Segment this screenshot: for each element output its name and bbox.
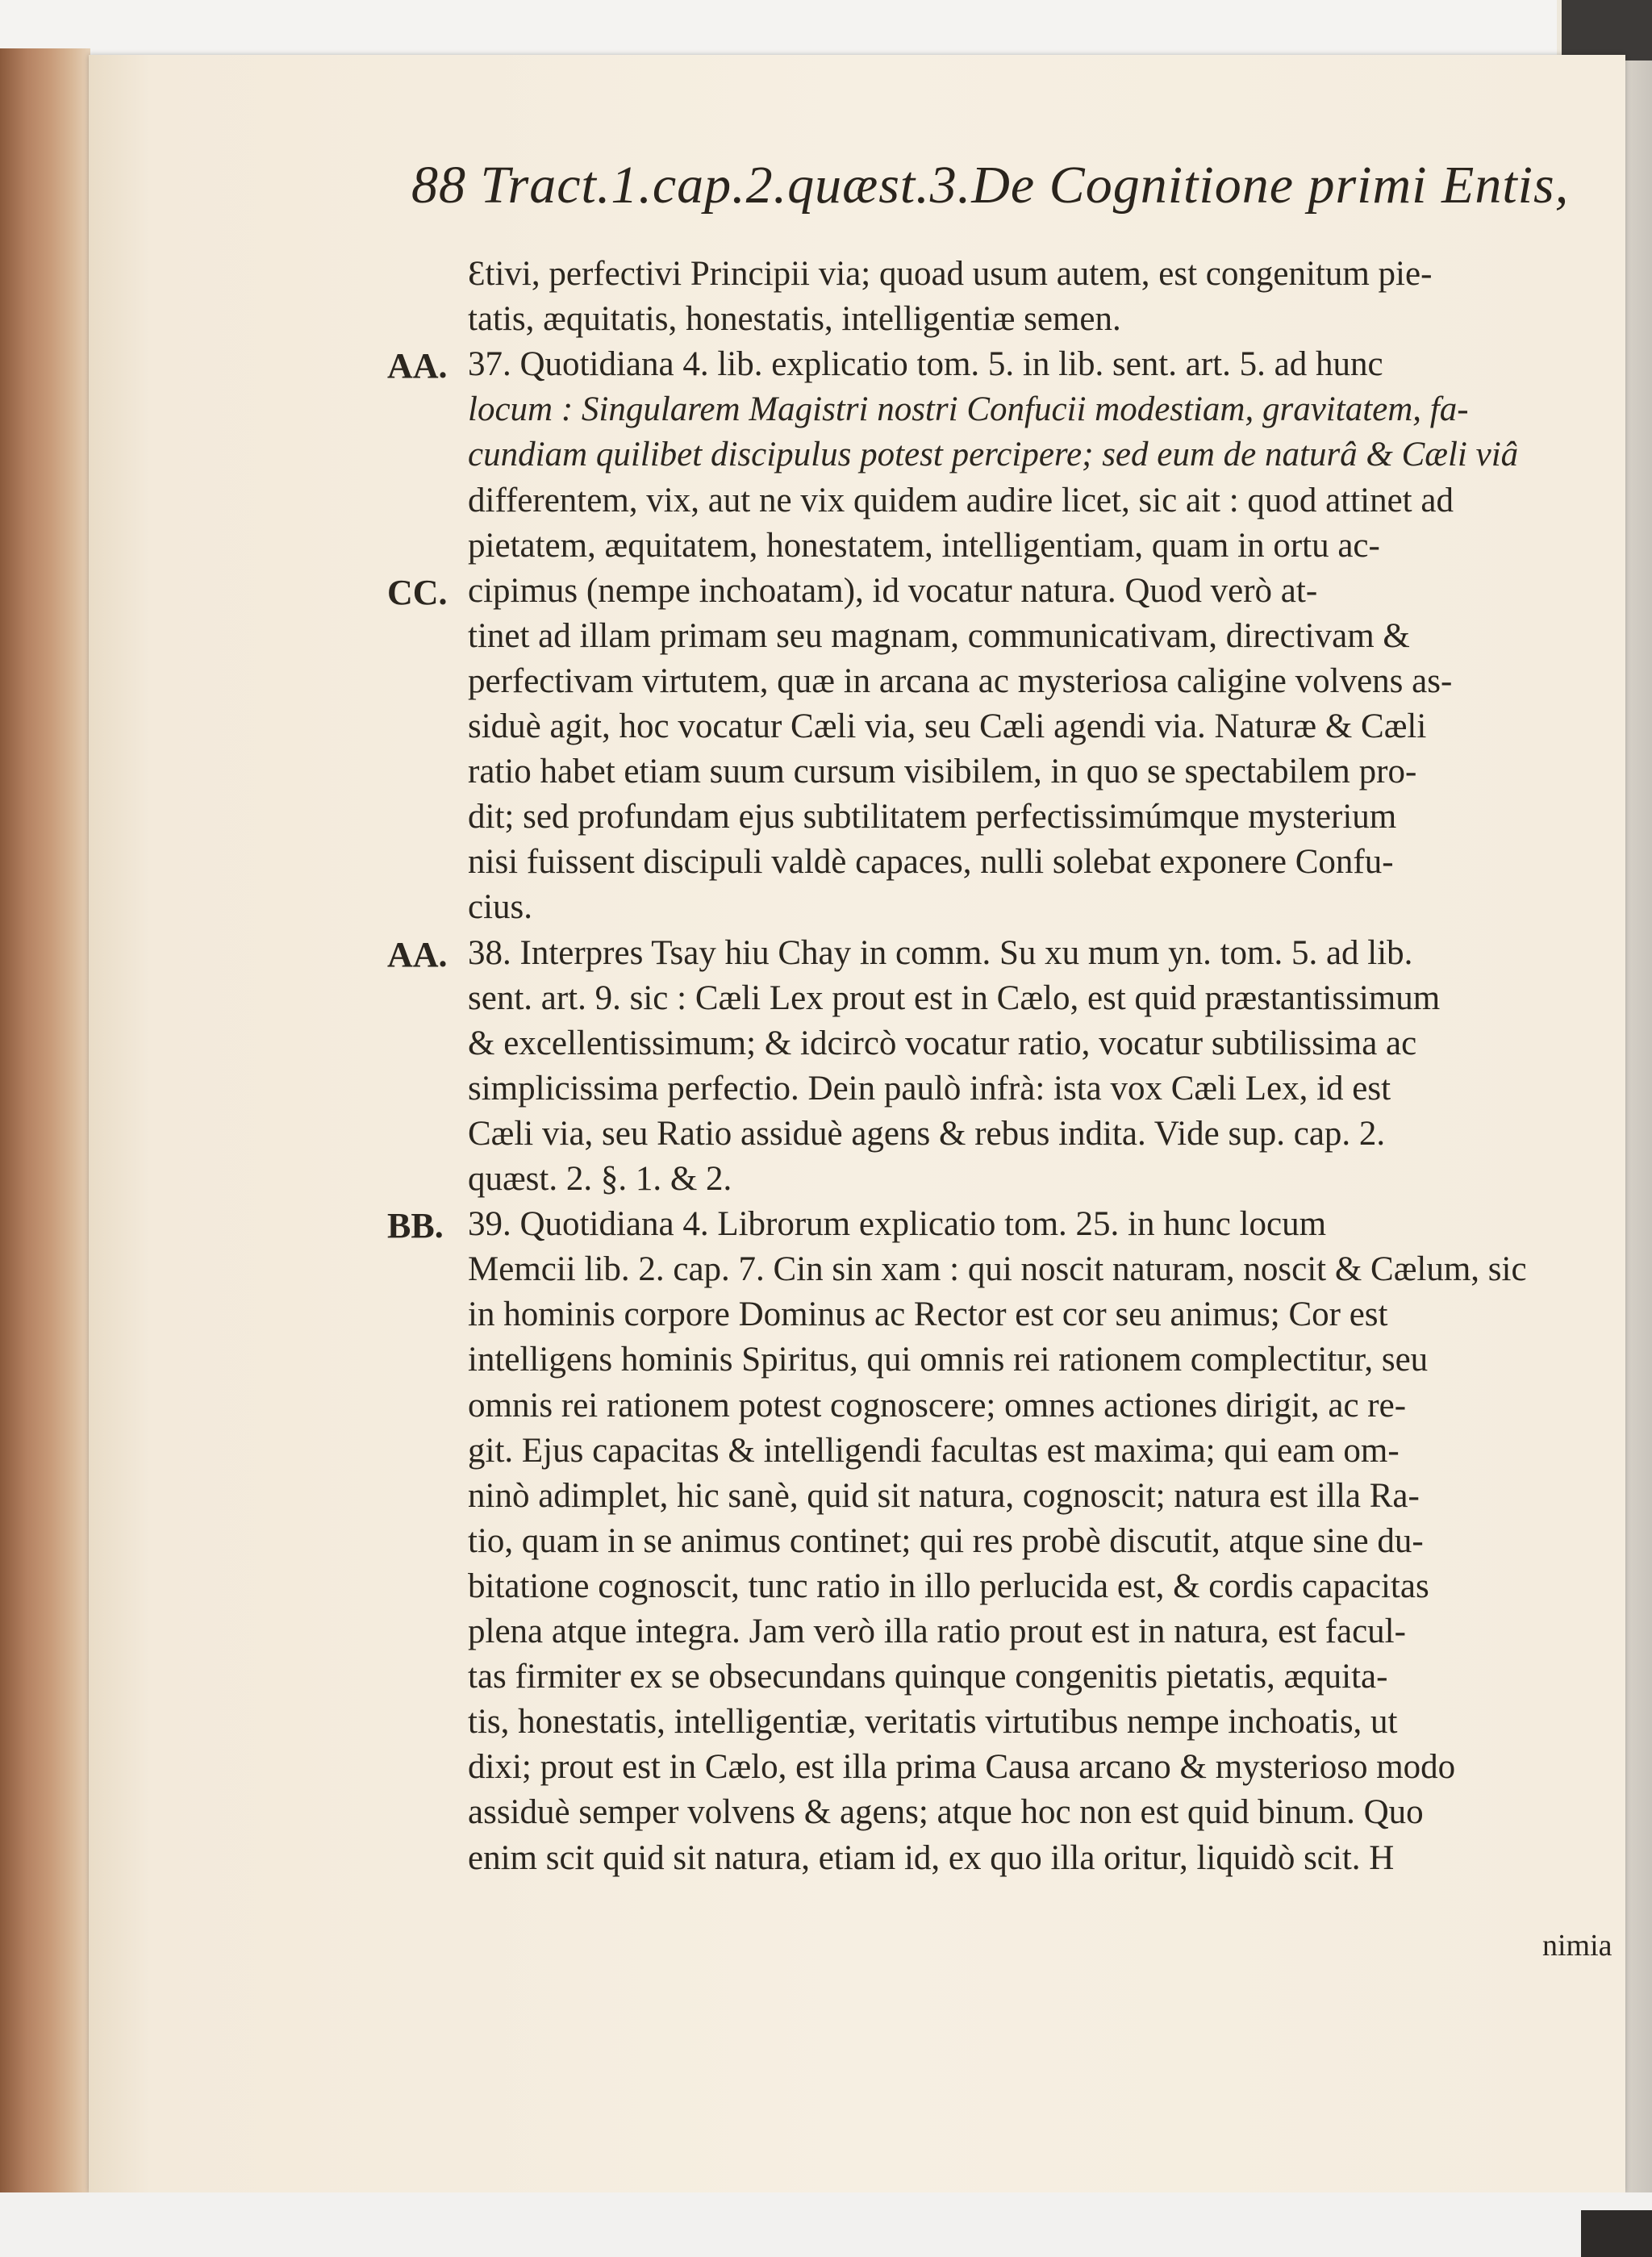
text-line: omnis rei rationem potest cognoscere; omnes actiones dirigit, ac re- [468, 1387, 1407, 1425]
text-line: dit; sed profundam ejus subtilitatem perfectissimúmque mysterium [468, 798, 1397, 836]
page-tab-top [1562, 0, 1652, 60]
margin-signature: AA. [387, 346, 448, 386]
text-line: enim scit quid sit natura, etiam id, ex quo illa oritur, liquidò scit. H [468, 1839, 1395, 1877]
background-top [0, 0, 1652, 56]
text-line: in hominis corpore Dominus ac Rector est cor seu animus; Cor est [468, 1295, 1388, 1333]
text-line: git. Ejus capacitas & intelligendi facultas est maxima; qui eam om- [468, 1432, 1400, 1470]
text-line: cius. [468, 888, 533, 926]
text-line: Memcii lib. 2. cap. 7. Cin sin xam : qui noscit naturam, noscit & Cælum, sic [468, 1250, 1527, 1288]
text-line: Ɛtivi, perfectivi Principii via; quoad usum autem, est congenitum pie- [468, 255, 1433, 293]
book-binding [0, 48, 90, 2194]
text-line: nisi fuissent discipuli valdè capaces, nulli solebat exponere Confu- [468, 843, 1394, 881]
text-line: & excellentissimum; & idcircò vocatur ratio, vocatur subtilissima ac [468, 1024, 1417, 1062]
text-line: cipimus (nempe inchoatam), id vocatur natura. Quod verò at- [468, 572, 1318, 610]
text-line: tis, honestatis, intelligentiæ, veritatis virtutibus nempe inchoatis, ut [468, 1703, 1398, 1741]
text-line: tio, quam in se animus continet; qui res probè discutit, atque sine du- [468, 1522, 1424, 1560]
background-bottom [0, 2192, 1652, 2257]
text-line: ratio habet etiam suum cursum visibilem, in quo se spectabilem pro- [468, 753, 1417, 791]
text-line: sent. art. 9. sic : Cæli Lex prout est in Cælo, est quid præstantissimum [468, 979, 1441, 1017]
text-line: bitatione cognoscit, tunc ratio in illo perlucida est, & cordis capacitas [468, 1567, 1429, 1605]
margin-signature: BB. [387, 1206, 444, 1245]
text-line: intelligens hominis Spiritus, qui omnis rei rationem complectitur, seu [468, 1341, 1429, 1379]
text-line: assiduè semper volvens & agens; atque hoc non est quid binum. Quo [468, 1793, 1424, 1831]
text-line: cundiam quilibet discipulus potest percipere; sed eum de naturâ & Cæli viâ [468, 436, 1519, 474]
running-header: 88 Tract.1.cap.2.quæst.3.De Cognitione primi Entis, [411, 156, 1570, 215]
text-line: plena atque integra. Jam verò illa ratio prout est in natura, est facul- [468, 1612, 1406, 1650]
text-line: tas firmiter ex se obsecundans quinque congenitis pietatis, æquita- [468, 1658, 1388, 1696]
text-line: Cæli via, seu Ratio assiduè agens & rebus indita. Vide sup. cap. 2. [468, 1115, 1386, 1153]
text-line: siduè agit, hoc vocatur Cæli via, seu Cæli agendi via. Naturæ & Cæli [468, 707, 1427, 745]
text-line: locum : Singularem Magistri nostri Confucii modestiam, gravitatem, fa- [468, 390, 1469, 428]
text-line: quæst. 2. §. 1. & 2. [468, 1160, 732, 1198]
margin-signature: CC. [387, 573, 448, 612]
text-line: 39. Quotidiana 4. Librorum explicatio tom. 25. in hunc locum [468, 1205, 1327, 1243]
text-line: differentem, vix, aut ne vix quidem audire licet, sic ait : quod attinet ad [468, 482, 1454, 519]
text-line: pietatem, æquitatem, honestatem, intelligentiam, quam in ortu ac- [468, 527, 1380, 565]
text-line: simplicissima perfectio. Dein paulò infrà: ista vox Cæli Lex, id est [468, 1070, 1391, 1108]
text-line: dixi; prout est in Cælo, est illa prima Causa arcano & mysterioso modo [468, 1748, 1456, 1786]
text-line: tinet ad illam primam seu magnam, communicativam, directivam & [468, 617, 1410, 655]
page-tab-bottom [1581, 2210, 1652, 2257]
text-line: 37. Quotidiana 4. lib. explicatio tom. 5. in lib. sent. art. 5. ad hunc [468, 345, 1383, 383]
text-line: ninò adimplet, hic sanè, quid sit natura, cognoscit; natura est illa Ra- [468, 1477, 1420, 1515]
text-line: perfectivam virtutem, quæ in arcana ac mysteriosa caligine volvens as- [468, 662, 1453, 700]
catchword: nimia [1542, 1929, 1612, 1963]
text-line: 38. Interpres Tsay hiu Chay in comm. Su xu mum yn. tom. 5. ad lib. [468, 934, 1413, 972]
text-line: tatis, æquitatis, honestatis, intelligentiæ semen. [468, 300, 1121, 338]
margin-signature: AA. [387, 935, 448, 974]
